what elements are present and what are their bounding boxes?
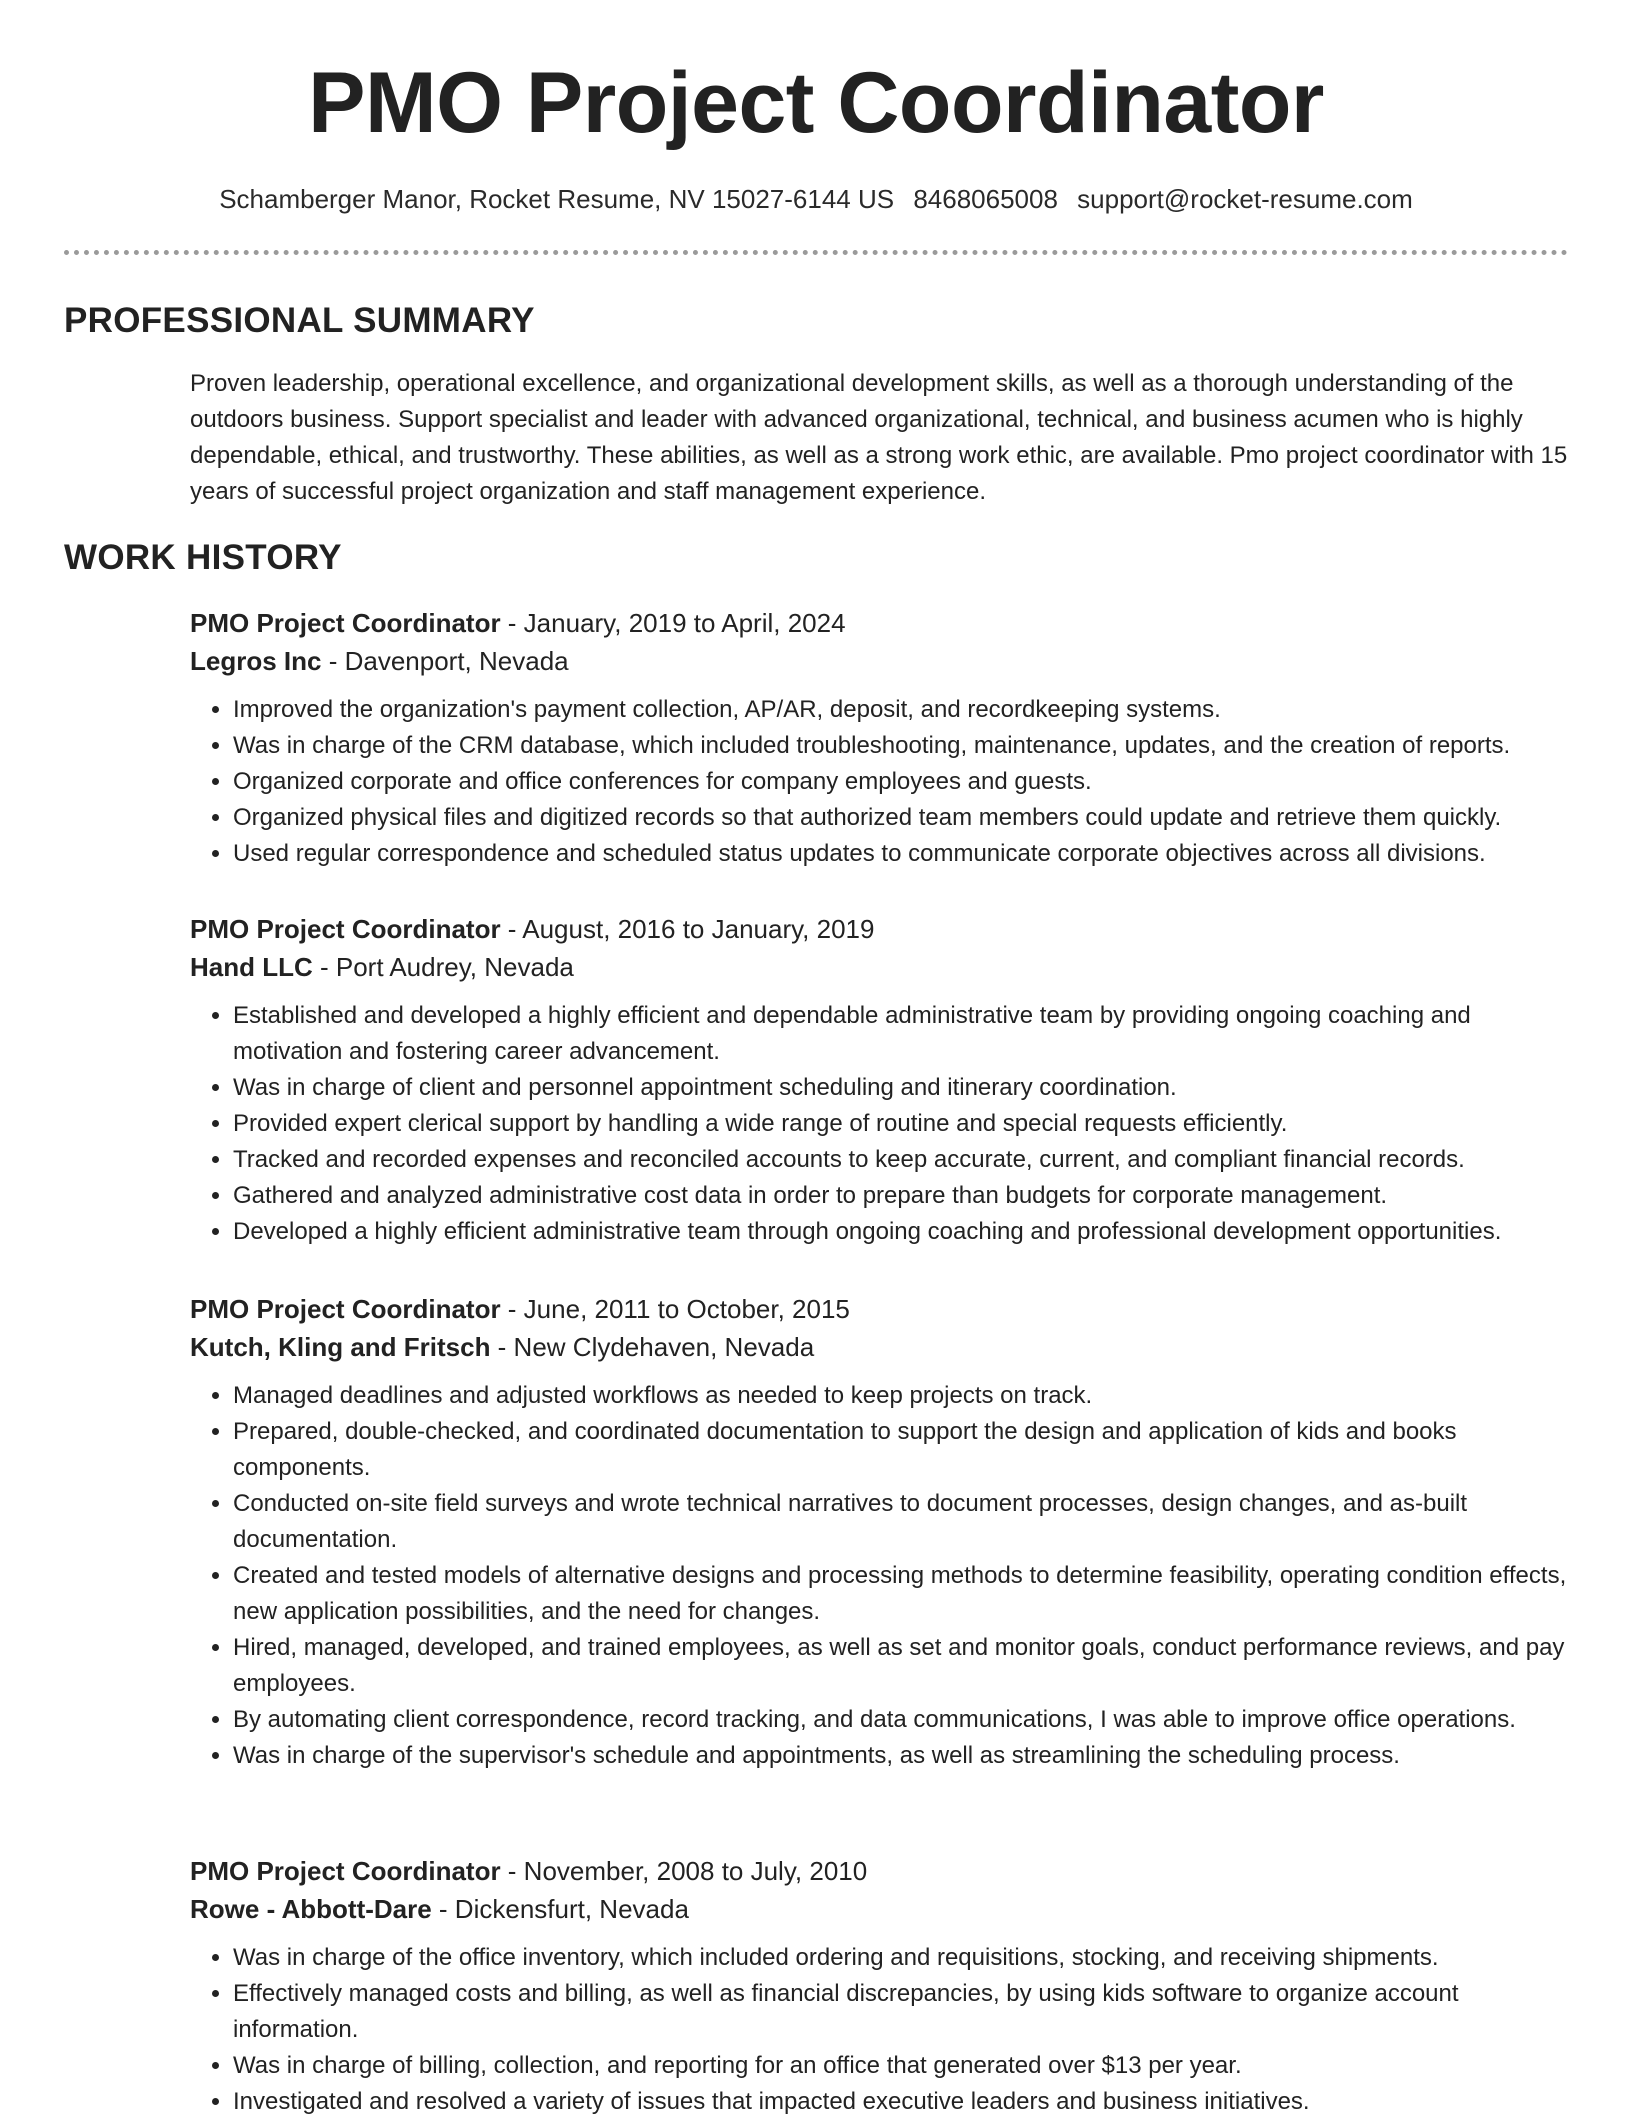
job-dates: - January, 2019 to April, 2024: [500, 608, 846, 638]
job-entry: [190, 910, 1580, 1250]
job-dates: - August, 2016 to January, 2019: [500, 914, 875, 944]
job-bullet: • Was in charge of billing, collection, and reporting for an office that generated over $13 per year.: [233, 2048, 1580, 2084]
job-role-line: [190, 1290, 1580, 1328]
job-role: PMO Project Coordinator: [190, 608, 501, 638]
job-company-line: [190, 642, 1580, 680]
job-company: Legros Inc: [190, 646, 322, 676]
job-company: Rowe - Abbott-Dare: [190, 1894, 432, 1924]
job-role-line: [190, 910, 1580, 948]
job-company-line: [190, 1328, 1580, 1366]
summary-text: Proven leadership, operational excellence, and organizational development skills, as well as a thorough understanding of the outdoors business. Support specialist and leader with advanced organizational, technical, and business acumen who is highly dependable, ethical, and trustworthy. These abilities, as well as a strong work ethic, are available. Pmo project coordinator with 15 years of successful project organization and staff management experience.: [190, 370, 1568, 505]
job-company: Kutch, Kling and Fritsch: [190, 1332, 491, 1362]
job-bullet: • Gathered and analyzed administrative cost data in order to prepare than budgets for corporate management.: [233, 1178, 1580, 1214]
job-location: - Port Audrey, Nevada: [312, 952, 574, 982]
job-bullet-list: [190, 998, 1580, 1250]
job-role-line: [190, 1852, 1580, 1890]
job-bullet: • Created and tested models of alternative designs and processing methods to determine feasibility, operating condition effects, new application possibilities, and the need for changes.: [233, 1558, 1580, 1630]
job-company: Hand LLC: [190, 952, 313, 982]
job-bullet: • Effectively managed costs and billing, as well as financial discrepancies, by using kids software to organize account information.: [233, 1976, 1580, 2048]
header-divider: [64, 250, 1568, 255]
job-bullet: • Improved the organization's payment collection, AP/AR, deposit, and recordkeeping systems.: [233, 692, 1580, 728]
job-role: PMO Project Coordinator: [190, 1856, 501, 1886]
job-company-line: [190, 948, 1580, 986]
job-bullet: • Organized physical files and digitized records so that authorized team members could update and retrieve them quickly.: [233, 800, 1580, 836]
job-bullet: • Organized corporate and office conferences for company employees and guests.: [233, 764, 1580, 800]
job-entry: [190, 1852, 1580, 2120]
job-role-line: [190, 604, 1580, 642]
job-bullet: • Provided expert clerical support by handling a wide range of routine and special requests efficiently.: [233, 1106, 1580, 1142]
job-bullet-list: [190, 1940, 1580, 2120]
job-bullet: • Managed deadlines and adjusted workflows as needed to keep projects on track.: [233, 1378, 1580, 1414]
job-bullet: • Used regular correspondence and scheduled status updates to communicate corporate objectives across all divisions.: [233, 836, 1580, 872]
job-dates: - June, 2011 to October, 2015: [500, 1294, 850, 1324]
contact-address: Schamberger Manor, Rocket Resume, NV 15027-6144 US: [219, 184, 895, 214]
job-bullet: • Prepared, double-checked, and coordinated documentation to support the design and application of kids and books components.: [233, 1414, 1580, 1486]
job-location: - New Clydehaven, Nevada: [490, 1332, 815, 1362]
job-bullet: • Established and developed a highly efficient and dependable administrative team by providing ongoing coaching and motivation and fostering career advancement.: [233, 998, 1580, 1070]
job-bullet-list: [190, 1378, 1580, 1774]
job-bullet: • By automating client correspondence, record tracking, and data communications, I was able to improve office operations.: [233, 1702, 1580, 1738]
job-bullet: • Was in charge of the CRM database, which included troubleshooting, maintenance, updates, and the creation of reports.: [233, 728, 1580, 764]
job-bullet: • Was in charge of the supervisor's schedule and appointments, as well as streamlining the scheduling process.: [233, 1738, 1580, 1774]
job-location: - Davenport, Nevada: [321, 646, 569, 676]
job-bullet: • Developed a highly efficient administrative team through ongoing coaching and professional development opportunities.: [233, 1214, 1580, 1250]
contact-phone: 8468065008: [913, 184, 1058, 214]
job-role: PMO Project Coordinator: [190, 914, 501, 944]
job-company-line: [190, 1890, 1580, 1928]
summary-heading: PROFESSIONAL SUMMARY: [64, 301, 535, 340]
job-bullet: • Was in charge of client and personnel appointment scheduling and itinerary coordination.: [233, 1070, 1580, 1106]
job-entry: [190, 1290, 1580, 1774]
candidate-name: PMO Project Coordinator: [308, 55, 1324, 151]
work-history-heading: WORK HISTORY: [64, 538, 342, 577]
job-dates: - November, 2008 to July, 2010: [500, 1856, 868, 1886]
job-location: - Dickensfurt, Nevada: [431, 1894, 689, 1924]
job-bullet: • Hired, managed, developed, and trained employees, as well as set and monitor goals, conduct performance reviews, and pay employees.: [233, 1630, 1580, 1702]
contact-line: [0, 181, 1632, 217]
job-entry: [190, 604, 1580, 872]
job-bullet: • Investigated and resolved a variety of issues that impacted executive leaders and business initiatives.: [233, 2084, 1580, 2120]
job-bullet: • Conducted on-site field surveys and wrote technical narratives to document processes, design changes, and as-built documentation.: [233, 1486, 1580, 1558]
job-bullet-list: [190, 692, 1580, 872]
contact-email: support@rocket-resume.com: [1077, 184, 1413, 214]
job-bullet: • Tracked and recorded expenses and reconciled accounts to keep accurate, current, and compliant financial records.: [233, 1142, 1580, 1178]
job-role: PMO Project Coordinator: [190, 1294, 501, 1324]
job-bullet: • Was in charge of the office inventory, which included ordering and requisitions, stocking, and receiving shipments.: [233, 1940, 1580, 1976]
